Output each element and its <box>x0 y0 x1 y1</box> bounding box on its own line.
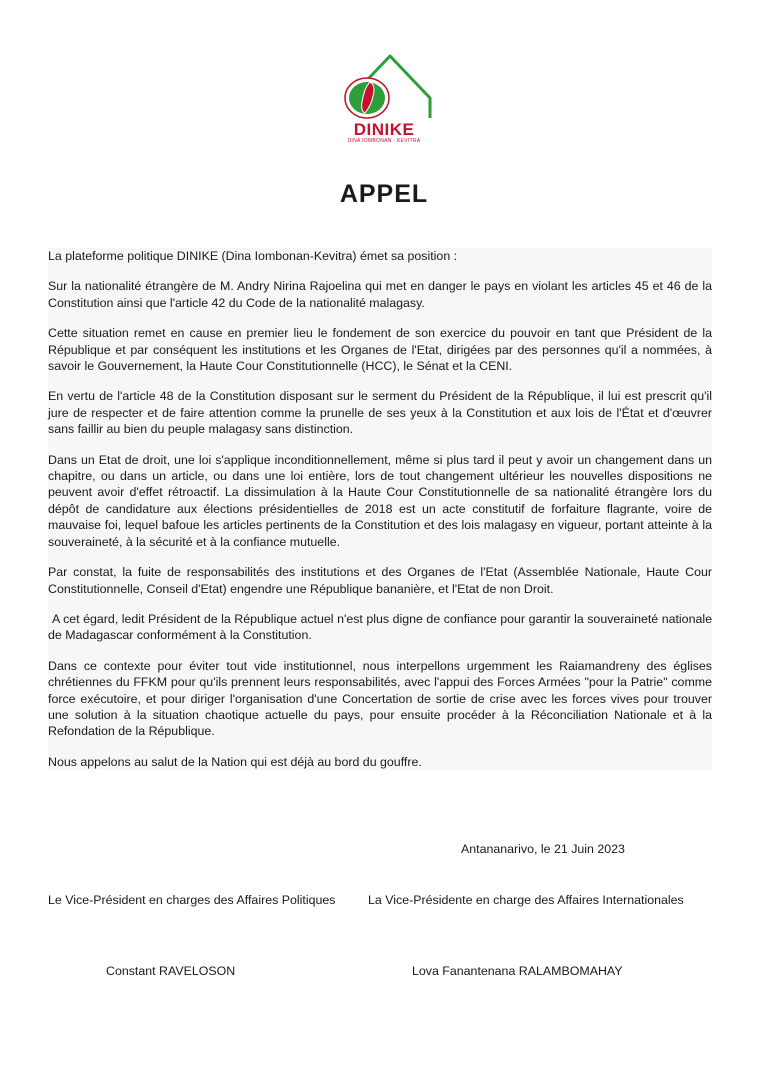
paragraph: En vertu de l'article 48 de la Constitution disposant sur le serment du Président de la République, il lui est prescrit qu'il jure de respecter et de faire attention comme la prunelle de ses yeux à la Constitution et aux lois de l'État et d'œuvrer sans faillir au bien du peuple malagasy sans distinction. <box>48 389 712 437</box>
paragraph-intro: La plateforme politique DINIKE (Dina Iombonan-Kevitra) émet sa position : <box>48 249 458 263</box>
logo-name: DINIKE <box>353 120 415 139</box>
paragraph: Dans un Etat de droit, une loi s'applique inconditionnellement, même si plus tard il peut y avoir un changement dans un chapitre, ou dans un article, ou dans une loi entière, lors de tout changement ultérieur les nouvelles dispositions ne peuvent avoir d'effet rétroactif. La dissimulation à la Haute Cour Constitutionnelle de sa nationalité étrangère lors du dépôt de candidature aux élections présidentielles de 2018 est un acte constitutif de forfaiture flagrante, voire de mauvaise foi, lequel bafoue les articles pertinents de la Constitution et des lois malagasy en vigueur, portant atteinte à la souveraineté, à la sécurité et à la confiance mutuelle. <box>48 452 712 549</box>
paragraph: Dans ce contexte pour éviter tout vide institutionnel, nous interpellons urgemment les Raiamandreny des églises chrétiennes du FFKM pour qu'ils prennent leurs responsabilités, avec l'appui des Forces Armées "pour la Patrie" comme force exécutoire, et pour diriger l'organisation d'une Concertation de sortie de crise avec les forces vives pour trouver une solution à la situation chaotique actuelle du pays, pour ensuite procéder à la Réconciliation Nationale et à la Refondation de la République. <box>48 658 712 739</box>
paragraph-closing: Nous appelons au salut de la Nation qui est déjà au bord du gouffre. <box>48 754 422 769</box>
paragraph: Cette situation remet en cause en premier lieu le fondement de son exercice du pouvoir en tant que Président de la République et par conséquent les institutions et les Organes de l'Etat, dirigées par des personnes qu'il a nommées, à savoir le Gouvernement, la Haute Cour Constitutionnelle (HCC), le Sénat et la CENI. <box>48 326 712 374</box>
signatory-right-name: Lova Fanantenana RALAMBOMAHAY <box>412 964 623 978</box>
document-body <box>48 248 712 770</box>
place-date: Antananarivo, le 21 Juin 2023 <box>461 842 625 856</box>
signatory-right-title: La Vice-Présidente en charge des Affaires Internationales <box>368 893 684 907</box>
signatory-left-title: Le Vice-Président en charges des Affaires Politiques <box>48 893 336 907</box>
signatory-left-name: Constant RAVELOSON <box>106 964 236 978</box>
logo-subtitle: DINA IOMBONAN · KEVITRA <box>347 138 421 144</box>
page-title: APPEL <box>339 180 429 208</box>
dinike-logo <box>334 52 434 152</box>
paragraph: Sur la nationalité étrangère de M. Andry Nirina Rajoelina qui met en danger le pays en violant les articles 45 et 46 de la Constitution ainsi que l'article 42 du Code de la nationalité malagasy. <box>48 279 712 310</box>
paragraph: A cet égard, ledit Président de la République actuel n'est plus digne de confiance pour garantir la souveraineté nationale de Madagascar conformément à la Constitution. <box>48 611 712 643</box>
paragraph: Par constat, la fuite de responsabilités des institutions et des Organes de l'Etat (Assemblée Nationale, Haute Cour Constitutionnelle, Conseil d'Etat) engendre une République bananière, et l'Etat de non Droit. <box>48 565 712 596</box>
